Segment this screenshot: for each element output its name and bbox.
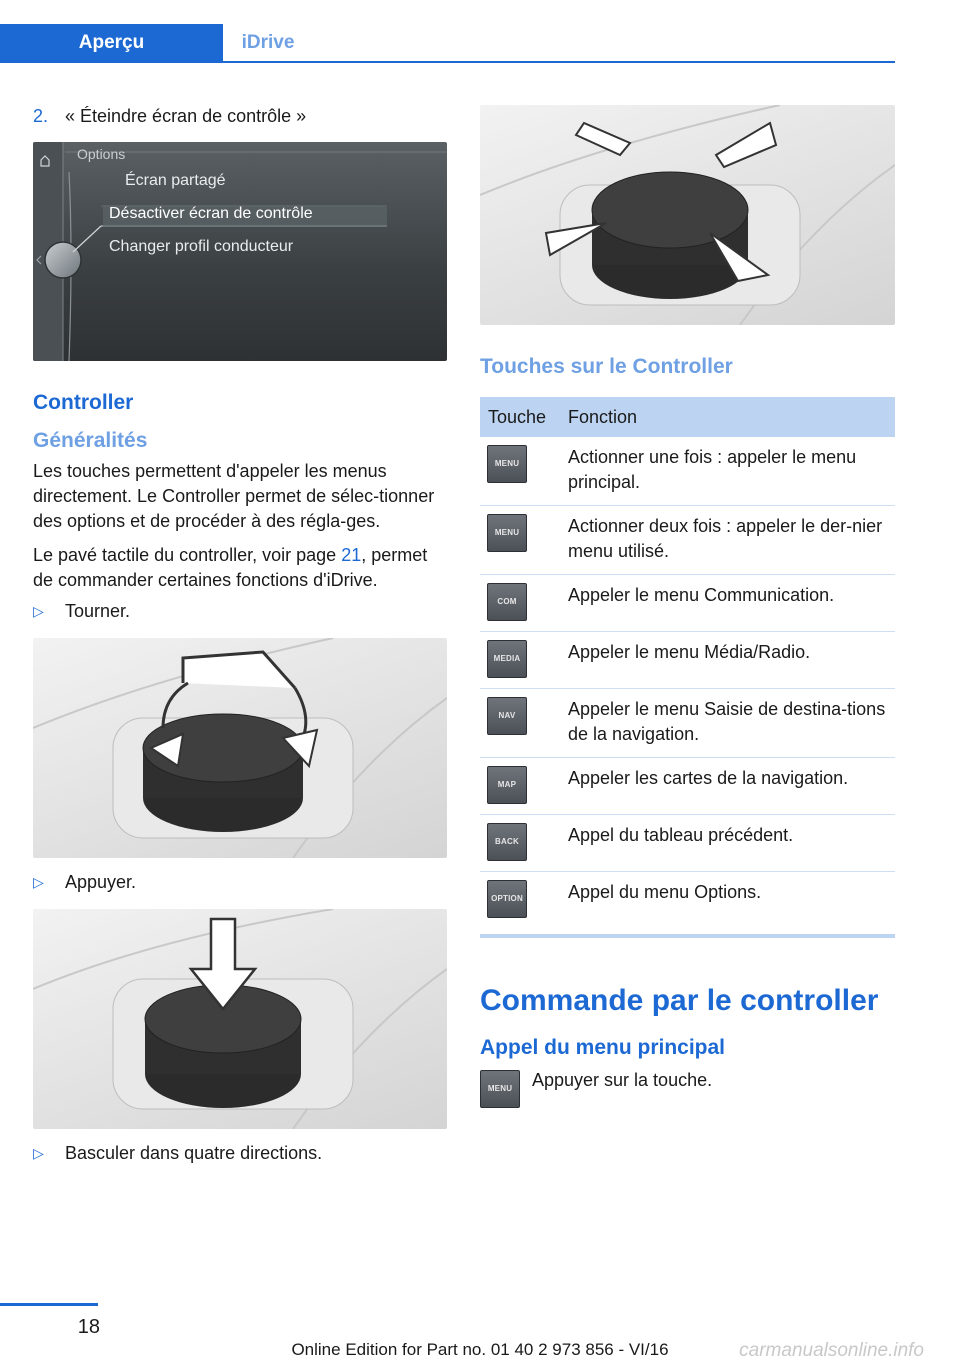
tab-idrive[interactable]: iDrive <box>241 32 295 53</box>
menu-key-icon: MENU <box>487 445 527 483</box>
keys-title: Touches sur le Controller <box>480 355 733 378</box>
step-2 <box>33 104 447 128</box>
main-menu-subtitle: Appel du menu principal <box>480 1036 726 1059</box>
bullet-text: Tourner. <box>65 601 131 621</box>
nav-key-icon: NAV <box>487 697 527 735</box>
control-display-figure <box>33 142 447 361</box>
bullet-text: Appuyer. <box>65 872 137 892</box>
controller-press-figure <box>33 909 447 1129</box>
row-function: Appeler le menu Communication. <box>560 575 895 632</box>
col-key-header: Touche <box>480 397 560 437</box>
table-row <box>480 506 895 575</box>
back-key-icon: BACK <box>487 823 527 861</box>
table-row <box>480 437 895 506</box>
page-21-link[interactable]: 21 <box>341 545 362 565</box>
menu-item-split-screen: Écran partagé <box>125 172 226 189</box>
keys-table <box>480 397 895 938</box>
table-row <box>480 872 895 937</box>
step-number: 2. <box>33 106 49 126</box>
table-row <box>480 689 895 758</box>
step-text: « Éteindre écran de contrôle » <box>65 106 307 126</box>
menu-key-icon: MENU <box>480 1070 520 1108</box>
header-tabbar <box>0 24 895 63</box>
row-function: Appeler le menu Média/Radio. <box>560 632 895 689</box>
row-function: Appel du menu Options. <box>560 872 895 937</box>
menu-item-change-profile: Changer profil conducteur <box>109 238 294 255</box>
row-function: Appeler le menu Saisie de destina‐tions de la navigation. <box>560 689 895 758</box>
com-key-icon: COM <box>487 583 527 621</box>
triangle-bullet-icon: ▷ <box>33 1145 44 1161</box>
press-key-row <box>480 1070 895 1108</box>
row-function: Actionner une fois : appeler le menu principal. <box>560 437 895 506</box>
row-function: Appel du tableau précédent. <box>560 815 895 872</box>
tab-apercu[interactable]: Aperçu <box>0 24 223 61</box>
left-column <box>33 100 447 1165</box>
controller-title: Controller <box>33 391 134 414</box>
col-function-header: Fonction <box>560 397 895 437</box>
table-row <box>480 815 895 872</box>
options-label: Options <box>77 146 126 162</box>
p2-text-before: Le pavé tactile du controller, voir page <box>33 545 342 565</box>
map-key-icon: MAP <box>487 766 527 804</box>
general-title: Généralités <box>33 429 148 452</box>
menu-key-icon: MENU <box>487 514 527 552</box>
table-row <box>480 632 895 689</box>
menu-item-disable-display: Désactiver écran de contrôle <box>109 205 313 222</box>
page-number: 18 <box>77 1316 100 1338</box>
bullet-press <box>33 870 447 894</box>
bullet-text: Basculer dans quatre directions. <box>65 1143 323 1163</box>
option-key-icon: OPTION <box>487 880 527 918</box>
operation-title: Commande par le controller <box>480 984 879 1017</box>
press-key-text: Appuyer sur la touche. <box>532 1070 713 1090</box>
controller-turn-figure <box>33 638 447 858</box>
triangle-bullet-icon: ▷ <box>33 603 44 619</box>
controller-paragraph-2 <box>33 543 447 593</box>
watermark: carmanualsonline.info <box>739 1340 924 1361</box>
keys-table-header <box>480 397 895 437</box>
p2-text-after: , permet de commander certaines fonctions d'iDrive. <box>33 545 428 590</box>
table-row <box>480 575 895 632</box>
edition-text: Online Edition for Part no. 01 40 2 973 856 - VI/16 <box>291 1340 669 1359</box>
controller-tilt-figure <box>480 105 895 325</box>
bullet-turn <box>33 599 447 623</box>
right-column <box>480 100 895 1108</box>
row-function: Appeler les cartes de la navigation. <box>560 758 895 815</box>
controller-paragraph-1: Les touches permettent d'appeler les menus directement. Le Controller permet de sélec‐tionner des options et de procéder à des régla‐ges. <box>33 461 435 531</box>
footer-rule <box>0 1303 98 1306</box>
triangle-bullet-icon: ▷ <box>33 874 44 890</box>
row-function: Actionner deux fois : appeler le der‐nier menu utilisé. <box>560 506 895 575</box>
table-row <box>480 758 895 815</box>
bullet-tilt <box>33 1141 447 1165</box>
media-key-icon: MEDIA <box>487 640 527 678</box>
